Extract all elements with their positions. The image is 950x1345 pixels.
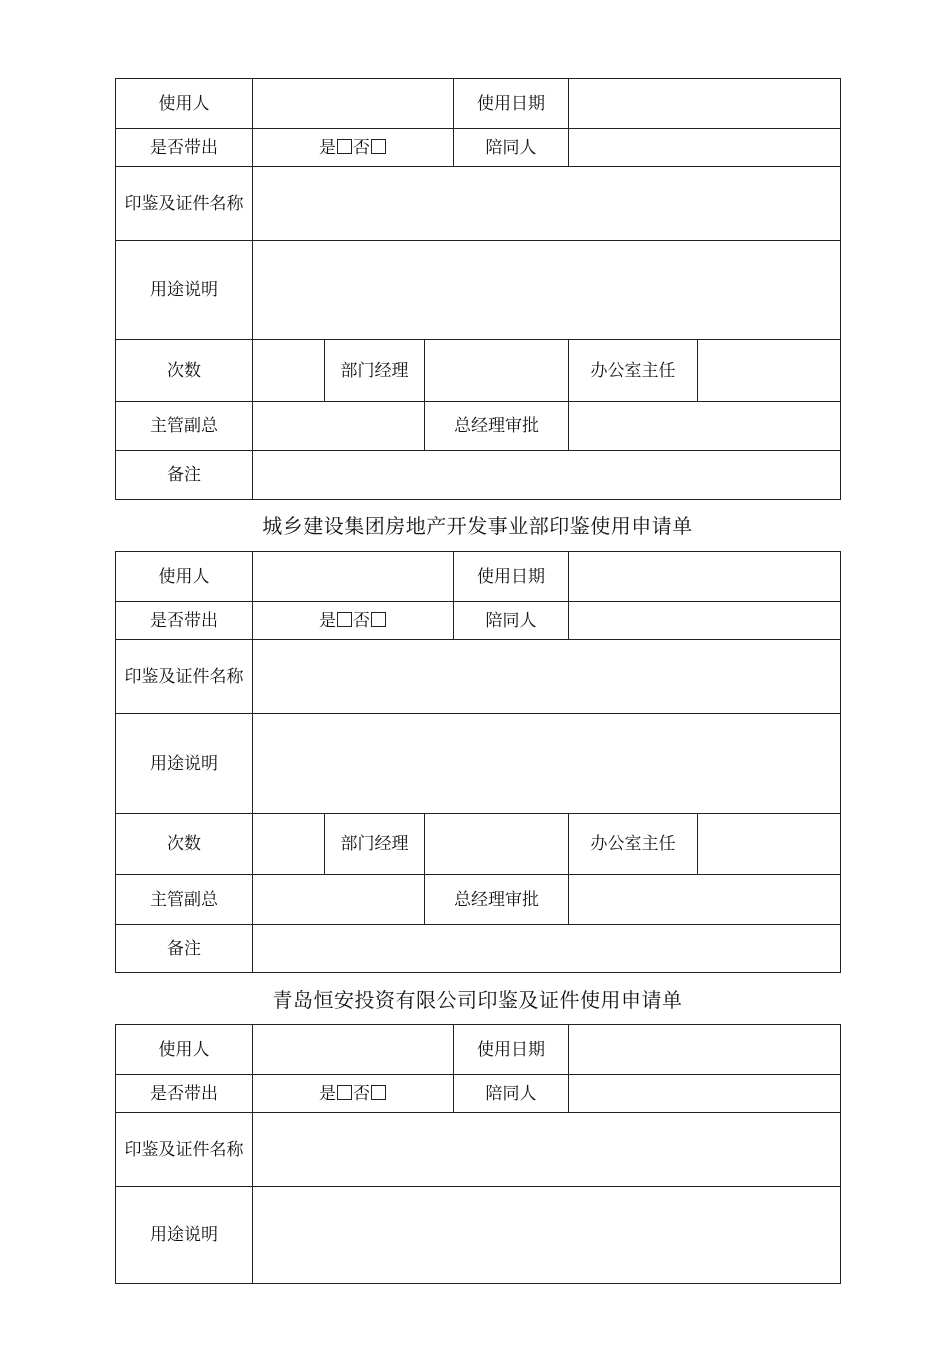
take-out-label: 是否带出 — [116, 1075, 253, 1113]
companion-label: 陪同人 — [454, 1075, 569, 1113]
yes-label: 是 — [319, 137, 336, 158]
use-date-field[interactable] — [569, 79, 841, 129]
office-director-label: 办公室主任 — [569, 340, 698, 402]
companion-label: 陪同人 — [454, 129, 569, 167]
times-label: 次数 — [116, 814, 253, 875]
form-2-title: 城乡建设集团房地产开发事业部印鉴使用申请单 — [262, 514, 693, 538]
use-date-field[interactable] — [569, 1025, 841, 1075]
office-director-label: 办公室主任 — [569, 814, 698, 875]
dept-manager-label: 部门经理 — [325, 814, 425, 875]
companion-field[interactable] — [569, 602, 841, 640]
vice-gm-field[interactable] — [253, 402, 425, 451]
gm-approval-label: 总经理审批 — [425, 402, 569, 451]
office-director-field[interactable] — [698, 814, 841, 875]
user-field[interactable] — [253, 1025, 454, 1075]
yes-checkbox[interactable] — [337, 139, 352, 154]
seal-name-label: 印鉴及证件名称 — [116, 1113, 253, 1187]
dept-manager-field[interactable] — [425, 814, 569, 875]
dept-manager-field[interactable] — [425, 340, 569, 402]
user-field[interactable] — [253, 79, 454, 129]
gm-approval-field[interactable] — [569, 875, 841, 925]
yes-label: 是 — [319, 610, 336, 631]
take-out-label: 是否带出 — [116, 129, 253, 167]
no-label: 否 — [353, 1083, 370, 1104]
yes-checkbox[interactable] — [337, 1085, 352, 1100]
take-out-options — [253, 129, 454, 167]
application-form-1 — [115, 78, 841, 500]
take-out-label: 是否带出 — [116, 602, 253, 640]
vice-gm-label: 主管副总 — [116, 402, 253, 451]
times-label: 次数 — [116, 340, 253, 402]
remarks-label: 备注 — [116, 451, 253, 500]
purpose-label: 用途说明 — [116, 714, 253, 814]
no-label: 否 — [353, 137, 370, 158]
use-date-label: 使用日期 — [454, 552, 569, 602]
use-date-field[interactable] — [569, 552, 841, 602]
vice-gm-label: 主管副总 — [116, 875, 253, 925]
user-label: 使用人 — [116, 552, 253, 602]
seal-name-label: 印鉴及证件名称 — [116, 640, 253, 714]
application-form-2 — [115, 551, 841, 973]
times-field[interactable] — [253, 814, 325, 875]
remarks-label: 备注 — [116, 925, 253, 973]
companion-field[interactable] — [569, 1075, 841, 1113]
use-date-label: 使用日期 — [454, 79, 569, 129]
form-3-title: 青岛恒安投资有限公司印鉴及证件使用申请单 — [272, 988, 683, 1012]
no-checkbox[interactable] — [371, 612, 386, 627]
user-field[interactable] — [253, 552, 454, 602]
remarks-field[interactable] — [253, 925, 841, 973]
companion-label: 陪同人 — [454, 602, 569, 640]
use-date-label: 使用日期 — [454, 1025, 569, 1075]
vice-gm-field[interactable] — [253, 875, 425, 925]
user-label: 使用人 — [116, 1025, 253, 1075]
user-label: 使用人 — [116, 79, 253, 129]
companion-field[interactable] — [569, 129, 841, 167]
purpose-field[interactable] — [253, 714, 841, 814]
purpose-field[interactable] — [253, 1187, 841, 1284]
seal-name-field[interactable] — [253, 167, 841, 241]
times-field[interactable] — [253, 340, 325, 402]
purpose-field[interactable] — [253, 241, 841, 340]
take-out-options — [253, 602, 454, 640]
purpose-label: 用途说明 — [116, 1187, 253, 1284]
take-out-options — [253, 1075, 454, 1113]
remarks-field[interactable] — [253, 451, 841, 500]
gm-approval-label: 总经理审批 — [425, 875, 569, 925]
yes-label: 是 — [319, 1083, 336, 1104]
seal-name-label: 印鉴及证件名称 — [116, 167, 253, 241]
no-label: 否 — [353, 610, 370, 631]
seal-name-field[interactable] — [253, 1113, 841, 1187]
application-form-3 — [115, 1024, 841, 1284]
yes-checkbox[interactable] — [337, 612, 352, 627]
seal-name-field[interactable] — [253, 640, 841, 714]
purpose-label: 用途说明 — [116, 241, 253, 340]
no-checkbox[interactable] — [371, 1085, 386, 1100]
dept-manager-label: 部门经理 — [325, 340, 425, 402]
no-checkbox[interactable] — [371, 139, 386, 154]
gm-approval-field[interactable] — [569, 402, 841, 451]
office-director-field[interactable] — [698, 340, 841, 402]
